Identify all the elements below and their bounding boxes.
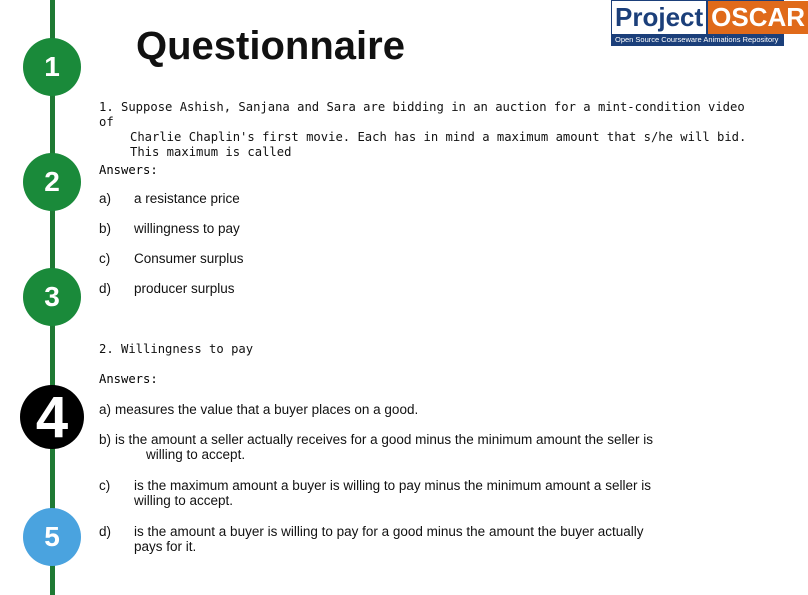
question-2 bbox=[99, 342, 759, 357]
option-letter: c) bbox=[99, 478, 111, 493]
project-oscar-logo bbox=[611, 0, 806, 46]
option-text: measures the value that a buyer places on a good. bbox=[115, 402, 419, 417]
step-4-badge-current[interactable]: 4 bbox=[20, 385, 84, 449]
logo-project-text: Project bbox=[612, 1, 706, 34]
question-2-option-c[interactable] bbox=[99, 478, 769, 508]
question-1-line-1: 1. Suppose Ashish, Sanjana and Sara are bidding in an auction for a mint-condition video of bbox=[99, 100, 745, 129]
option-text-block bbox=[134, 478, 769, 508]
option-letter: b) bbox=[99, 432, 112, 447]
question-1-line-3: This maximum is called bbox=[130, 145, 292, 159]
option-letter: a) bbox=[99, 191, 112, 206]
question-1-answers-label: Answers: bbox=[99, 163, 158, 177]
option-text: is the amount a seller actually receives for a good minus the minimum amount the seller is bbox=[115, 432, 654, 447]
step-1-badge[interactable]: 1 bbox=[23, 38, 81, 96]
option-letter: c) bbox=[99, 251, 111, 266]
option-text: willingness to pay bbox=[134, 221, 240, 236]
logo-subtitle: Open Source Courseware Animations Repository bbox=[615, 35, 779, 44]
option-letter: a) bbox=[99, 402, 112, 417]
option-text-continued: willing to accept. bbox=[134, 493, 234, 508]
question-2-line-1: 2. Willingness to pay bbox=[99, 342, 254, 356]
question-2-option-b[interactable] bbox=[99, 432, 769, 462]
option-text: is the amount a buyer is willing to pay for a good minus the amount the buyer actually bbox=[134, 524, 644, 539]
option-text-continued: pays for it. bbox=[134, 539, 197, 554]
option-text-block bbox=[115, 432, 769, 462]
option-text-block bbox=[134, 524, 769, 554]
step-5-badge[interactable]: 5 bbox=[23, 508, 81, 566]
step-2-badge[interactable]: 2 bbox=[23, 153, 81, 211]
logo-oscar-text: OSCAR bbox=[708, 1, 808, 34]
question-1-option-b[interactable] bbox=[99, 221, 769, 236]
question-1-option-c[interactable] bbox=[99, 251, 769, 266]
option-letter: b) bbox=[99, 221, 112, 236]
question-1-option-d[interactable] bbox=[99, 281, 769, 296]
option-text: is the maximum amount a buyer is willing to pay minus the minimum amount a seller is bbox=[134, 478, 651, 493]
option-text-continued: willing to accept. bbox=[146, 447, 246, 462]
option-text: producer surplus bbox=[134, 281, 235, 296]
step-3-badge[interactable]: 3 bbox=[23, 268, 81, 326]
question-2-option-d[interactable] bbox=[99, 524, 769, 554]
option-letter: d) bbox=[99, 524, 112, 539]
option-letter: d) bbox=[99, 281, 112, 296]
page-title: Questionnaire bbox=[136, 24, 405, 68]
question-1 bbox=[99, 100, 759, 160]
question-1-line-2: Charlie Chaplin's first movie. Each has in mind a maximum amount that s/he will bid. bbox=[130, 130, 747, 144]
option-text: a resistance price bbox=[134, 191, 240, 206]
question-1-option-a[interactable] bbox=[99, 191, 769, 206]
question-2-option-a[interactable] bbox=[99, 402, 769, 417]
option-text: Consumer surplus bbox=[134, 251, 244, 266]
question-2-answers-label: Answers: bbox=[99, 372, 158, 386]
